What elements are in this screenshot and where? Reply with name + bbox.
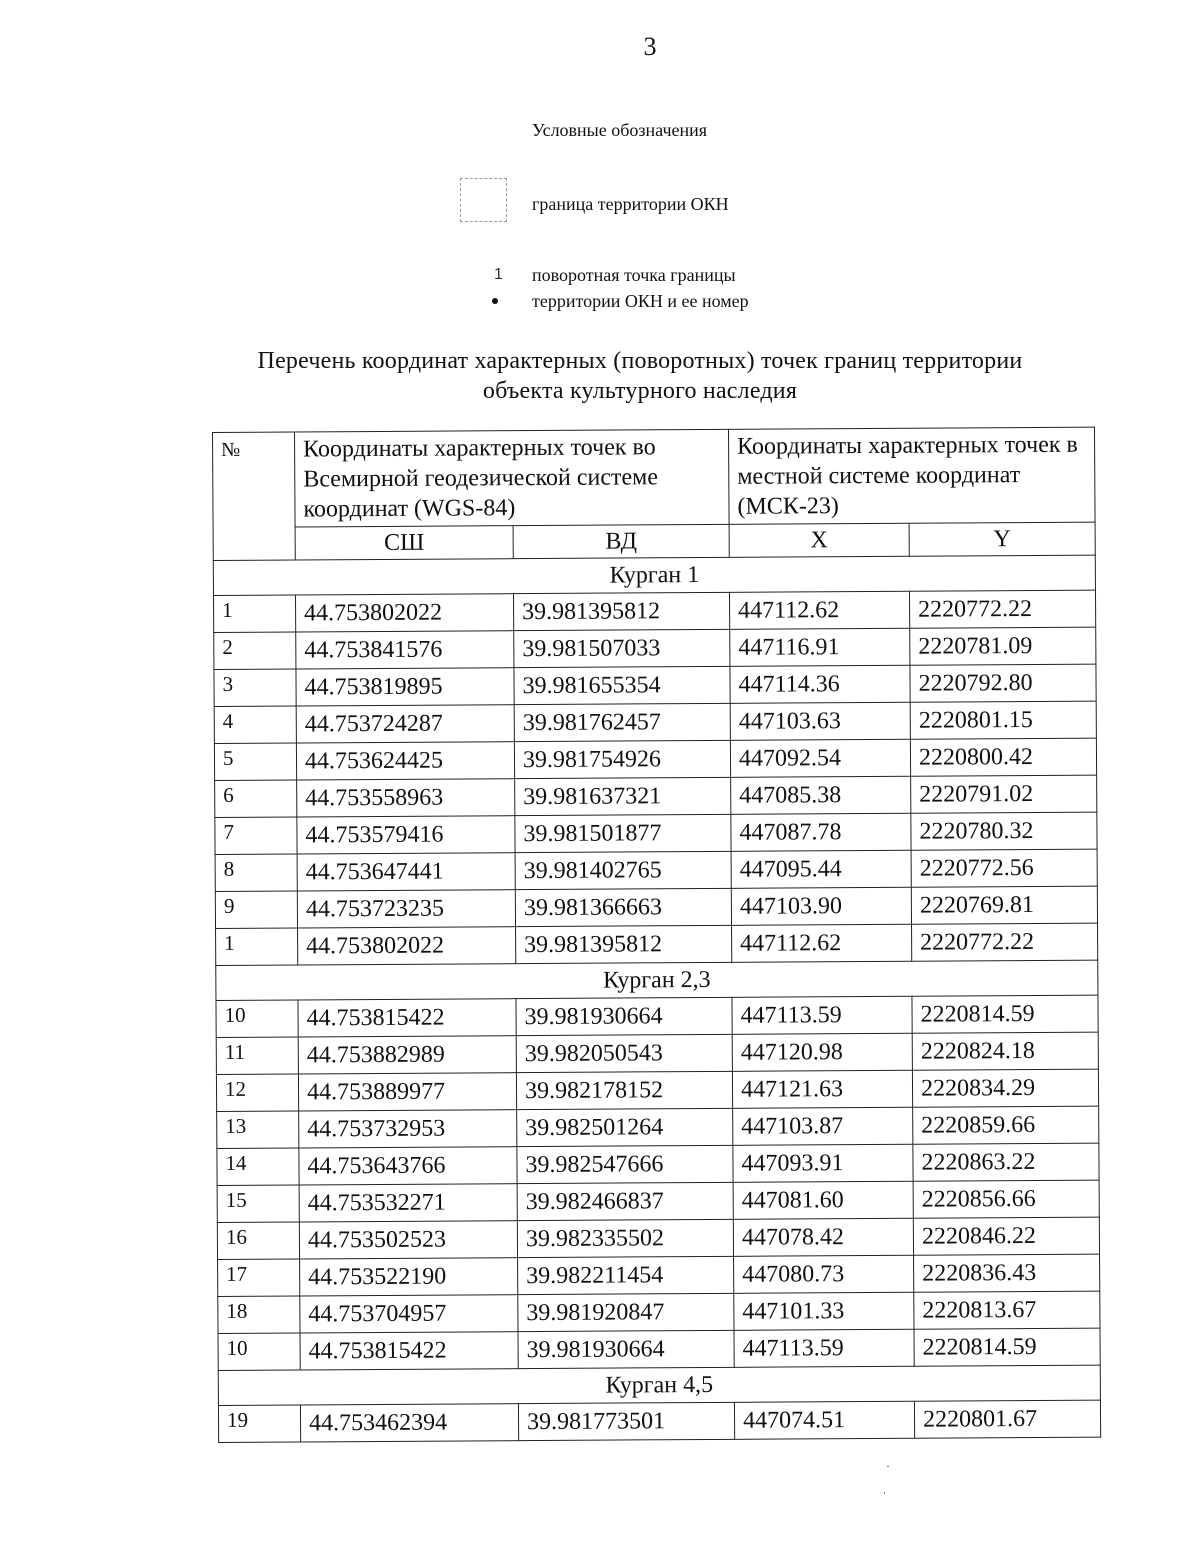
x-coordinate-cell: 447103.87 [733,1107,913,1145]
x-coordinate-cell: 447103.90 [731,887,911,925]
point-number-cell: 4 [214,706,296,744]
table-row [217,1143,1099,1185]
latitude-cell: 44.753882989 [298,1036,516,1074]
latitude-cell: 44.753522190 [300,1258,518,1296]
table-row [217,1217,1099,1259]
page-number: 3 [643,32,657,61]
x-coordinate-cell: 447081.60 [733,1181,913,1219]
latitude-cell: 44.753723235 [297,890,515,928]
table-row [217,1106,1099,1148]
longitude-cell: 39.981395812 [516,925,732,963]
x-coordinate-cell: 447085.38 [731,776,911,814]
point-number-cell: 1 [216,928,298,966]
legend-point-label [532,262,749,314]
x-coordinate-cell: 447078.42 [733,1218,913,1256]
y-coordinate-cell: 2220769.81 [911,886,1097,924]
y-coordinate-cell: 2220859.66 [913,1106,1099,1144]
x-coordinate-cell: 447095.44 [731,850,911,888]
longitude-cell: 39.982547666 [517,1145,733,1183]
point-number-cell: 11 [216,1037,298,1075]
longitude-cell: 39.981366663 [515,888,731,926]
boundary-legend-icon [460,178,507,222]
longitude-cell: 39.981507033 [514,629,730,667]
x-coordinate-cell: 447103.63 [730,702,910,740]
latitude-cell: 44.753558963 [297,779,515,817]
longitude-cell: 39.982211454 [518,1256,734,1294]
y-coordinate-cell: 2220780.32 [911,812,1097,850]
longitude-cell: 39.981930664 [516,997,732,1035]
latitude-cell: 44.753802022 [295,594,513,632]
table-row [218,1328,1100,1370]
y-coordinate-cell: 2220801.15 [910,701,1096,739]
longitude-cell: 39.981637321 [515,777,731,815]
y-coordinate-cell: 2220846.22 [913,1217,1099,1255]
longitude-cell: 39.982466837 [517,1182,733,1220]
longitude-cell: 39.981655354 [514,666,730,704]
y-coordinate-cell: 2220814.59 [912,995,1098,1033]
longitude-cell: 39.981501877 [515,814,731,852]
table-row [216,923,1098,965]
latitude-cell: 44.753841576 [296,631,514,669]
longitude-cell: 39.982335502 [517,1219,733,1257]
longitude-cell: 39.982178152 [516,1071,732,1109]
y-coordinate-cell: 2220863.22 [913,1143,1099,1181]
header-msk23: Координаты характерных точек в местной системе координат (МСК-23) [728,427,1095,524]
y-coordinate-cell: 2220836.43 [914,1254,1100,1292]
point-number-cell: 16 [217,1222,299,1260]
section-name: Курган 4,5 [218,1365,1100,1405]
point-number-cell: 10 [218,1333,300,1371]
x-coordinate-cell: 447092.54 [730,739,910,777]
table-row [216,1032,1098,1074]
x-coordinate-cell: 447116.91 [730,628,910,666]
x-coordinate-cell: 447080.73 [734,1255,914,1293]
latitude-cell: 44.753624425 [296,742,514,780]
y-coordinate-cell: 2220772.56 [911,849,1097,887]
latitude-cell: 44.753732953 [299,1110,517,1148]
table-row [213,590,1095,632]
table-row [215,812,1097,854]
latitude-cell: 44.753802022 [298,927,516,965]
y-coordinate-cell: 2220801.67 [914,1400,1100,1438]
point-number-cell: 19 [218,1405,300,1443]
latitude-cell: 44.753647441 [297,853,515,891]
section-name: Курган 1 [213,555,1095,595]
x-coordinate-cell: 447101.33 [734,1292,914,1330]
latitude-cell: 44.753815422 [298,999,516,1037]
point-number-cell: 1 [213,595,295,633]
point-number-cell: 6 [215,780,297,818]
point-number-cell: 10 [216,1000,298,1038]
latitude-cell: 44.753815422 [300,1332,518,1370]
header-number: № [213,432,296,560]
longitude-cell: 39.982050543 [516,1034,732,1072]
latitude-cell: 44.753643766 [299,1147,517,1185]
table-row [216,995,1098,1037]
header-longitude: ВД [513,524,729,558]
x-coordinate-cell: 447093.91 [733,1144,913,1182]
latitude-cell: 44.753462394 [300,1404,518,1442]
latitude-cell: 44.753579416 [297,816,515,854]
table-header [213,427,1096,560]
table-body [213,555,1100,1442]
table-row [217,1180,1099,1222]
scan-speck [884,1492,885,1494]
longitude-cell: 39.981762457 [514,703,730,741]
document-title-line2: объекта культурного наследия [482,378,798,404]
y-coordinate-cell: 2220781.09 [910,627,1096,665]
x-coordinate-cell: 447112.62 [732,924,912,962]
longitude-cell: 39.981402765 [515,851,731,889]
scan-speck [887,1466,889,1467]
table-row [214,627,1096,669]
header-x: X [729,523,909,557]
point-number-cell: 9 [215,891,297,929]
latitude-cell: 44.753704957 [300,1295,518,1333]
latitude-cell: 44.753889977 [298,1073,516,1111]
table-row [214,664,1096,706]
table-row [216,1069,1098,1111]
document-title [0,346,1200,406]
x-coordinate-cell: 447114.36 [730,665,910,703]
table-row [214,738,1096,780]
point-number-cell: 2 [214,632,296,670]
y-coordinate-cell: 2220824.18 [912,1032,1098,1070]
y-coordinate-cell: 2220814.59 [914,1328,1100,1366]
table-row [218,1400,1100,1442]
legend-boundary-label: граница территории ОКН [532,194,729,214]
section-row [216,960,1098,1000]
latitude-cell: 44.753724287 [296,705,514,743]
section-name: Курган 2,3 [216,960,1098,1000]
table-row [214,701,1096,743]
x-coordinate-cell: 447121.63 [732,1070,912,1108]
point-number-cell: 5 [214,743,296,781]
point-number-cell: 17 [218,1259,300,1297]
y-coordinate-cell: 2220792.80 [910,664,1096,702]
x-coordinate-cell: 447074.51 [734,1401,914,1439]
point-number-cell: 7 [215,817,297,855]
legend-point-label-line2: территории ОКН и ее номер [532,291,749,311]
x-coordinate-cell: 447113.59 [732,996,912,1034]
document-title-line1: Перечень координат характерных (поворотных) точек границ территории [257,348,1023,374]
legend-point-number: 1 [494,266,503,283]
point-number-cell: 13 [217,1111,299,1149]
legend-title: Условные обозначения [532,120,708,140]
header-y: Y [909,522,1095,556]
longitude-cell: 39.981930664 [518,1330,734,1368]
y-coordinate-cell: 2220813.67 [914,1291,1100,1329]
latitude-cell: 44.753819895 [296,668,514,706]
x-coordinate-cell: 447112.62 [729,591,909,629]
y-coordinate-cell: 2220772.22 [912,923,1098,961]
point-number-cell: 3 [214,669,296,707]
point-number-cell: 15 [217,1185,299,1223]
y-coordinate-cell: 2220856.66 [913,1180,1099,1218]
coordinates-table [212,427,1101,1443]
point-number-cell: 18 [218,1296,300,1334]
point-number-cell: 12 [216,1074,298,1112]
longitude-cell: 39.981920847 [518,1293,734,1331]
longitude-cell: 39.981395812 [513,592,729,630]
latitude-cell: 44.753532271 [299,1184,517,1222]
table-row [218,1291,1100,1333]
legend-point-label-line1: поворотная точка границы [532,265,736,285]
table-row [218,1254,1100,1296]
y-coordinate-cell: 2220800.42 [910,738,1096,776]
y-coordinate-cell: 2220791.02 [911,775,1097,813]
longitude-cell: 39.981754926 [514,740,730,778]
x-coordinate-cell: 447113.59 [734,1329,914,1367]
x-coordinate-cell: 447120.98 [732,1033,912,1071]
header-latitude: СШ [295,526,513,560]
longitude-cell: 39.981773501 [518,1402,734,1440]
header-wgs84: Координаты характерных точек во Всемирной геодезической системе координат (WGS-84) [295,429,730,527]
section-row [213,555,1095,595]
point-dot-icon [492,298,498,304]
longitude-cell: 39.982501264 [517,1108,733,1146]
y-coordinate-cell: 2220772.22 [909,590,1095,628]
point-number-cell: 14 [217,1148,299,1186]
section-row [218,1365,1100,1405]
latitude-cell: 44.753502523 [299,1221,517,1259]
point-number-cell: 8 [215,854,297,892]
x-coordinate-cell: 447087.78 [731,813,911,851]
table-row [215,849,1097,891]
table-row [215,775,1097,817]
table-row [215,886,1097,928]
y-coordinate-cell: 2220834.29 [912,1069,1098,1107]
